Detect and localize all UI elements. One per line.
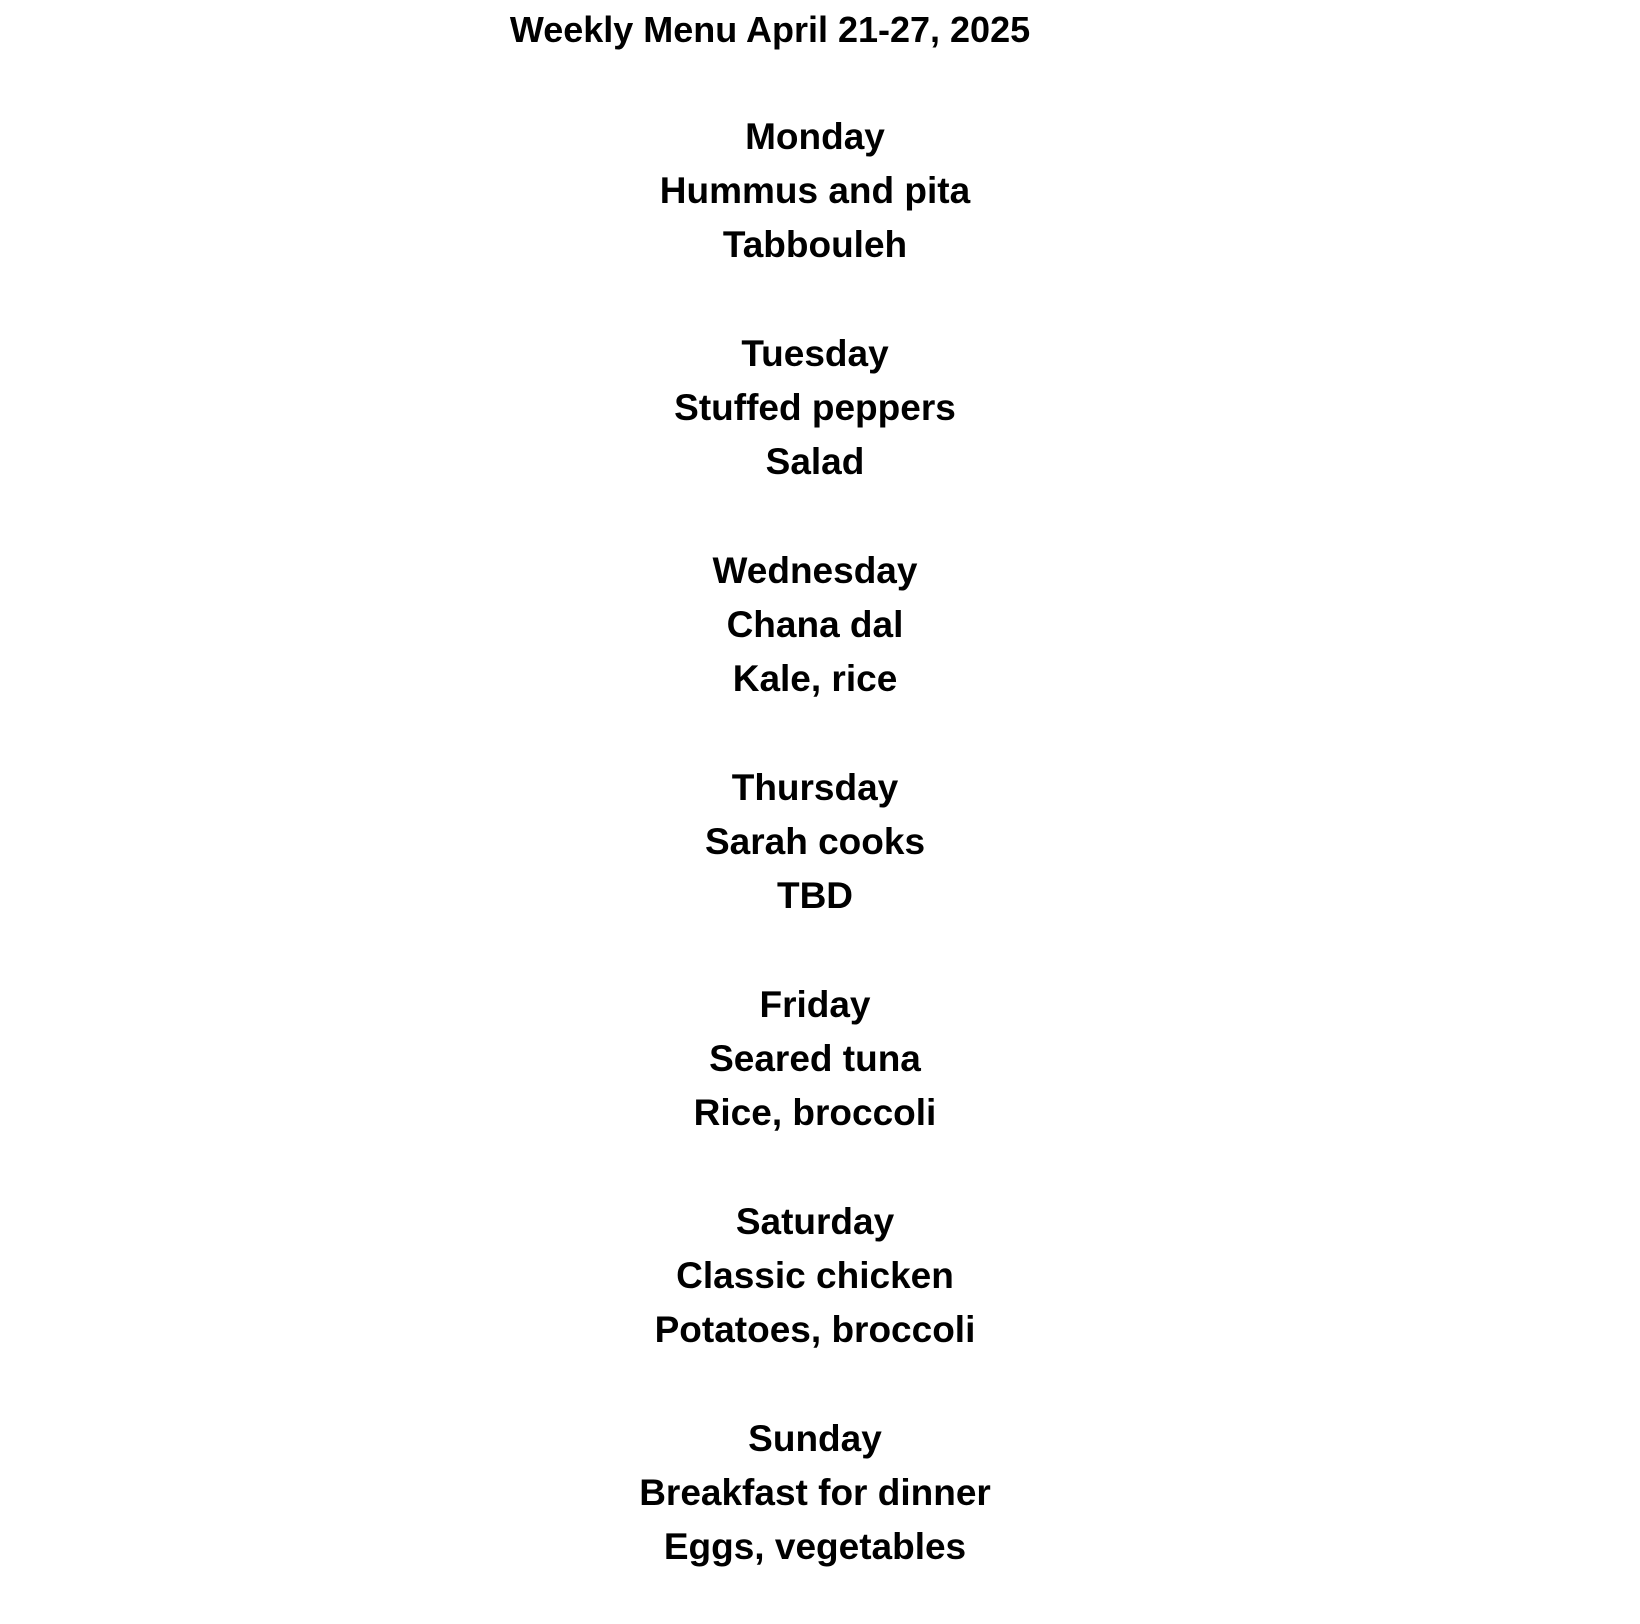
day-name: Saturday xyxy=(735,1201,895,1242)
side-dish: Eggs, vegetables xyxy=(663,1526,967,1567)
main-dish: Seared tuna xyxy=(709,1038,921,1079)
day-name: Friday xyxy=(759,984,871,1025)
side-dish: Potatoes, broccoli xyxy=(654,1309,976,1350)
side-dish: Kale, rice xyxy=(732,658,898,699)
day-block-monday xyxy=(0,110,1640,272)
main-dish: Hummus and pita xyxy=(659,170,971,211)
main-dish: Sarah cooks xyxy=(704,821,926,862)
side-dish: Rice, broccoli xyxy=(693,1092,937,1133)
menu-title: Weekly Menu April 21-27, 2025 xyxy=(509,9,1031,50)
main-dish: Stuffed peppers xyxy=(674,387,956,428)
side-dish: Salad xyxy=(765,441,865,482)
main-dish: Breakfast for dinner xyxy=(639,1472,991,1513)
day-block-thursday xyxy=(0,761,1640,923)
day-block-wednesday xyxy=(0,544,1640,706)
side-dish: TBD xyxy=(776,875,854,916)
day-block-saturday xyxy=(0,1195,1640,1357)
day-block-sunday xyxy=(0,1412,1640,1574)
main-dish: Chana dal xyxy=(726,604,904,645)
day-block-friday xyxy=(0,978,1640,1140)
day-name: Thursday xyxy=(731,767,899,808)
day-name: Sunday xyxy=(748,1418,882,1459)
day-name: Monday xyxy=(745,116,885,157)
main-dish: Classic chicken xyxy=(676,1255,954,1296)
side-dish: Tabbouleh xyxy=(722,224,908,265)
day-name: Wednesday xyxy=(712,550,918,591)
day-block-tuesday xyxy=(0,327,1640,489)
day-name: Tuesday xyxy=(741,333,889,374)
